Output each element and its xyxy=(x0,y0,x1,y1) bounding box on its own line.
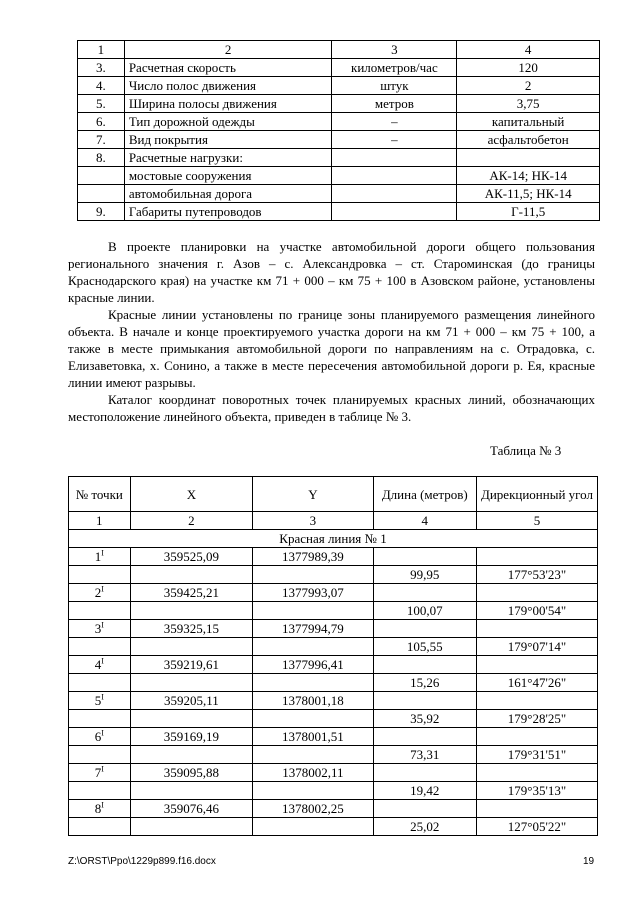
direction-angle: 179°07'14" xyxy=(476,638,597,656)
empty-cell xyxy=(373,764,476,782)
empty-cell xyxy=(69,566,131,584)
spec-cell: Расчетная скорость xyxy=(124,59,332,77)
point-number-superscript: I xyxy=(101,656,104,666)
point-number-text: 5 xyxy=(94,693,102,708)
empty-cell xyxy=(373,728,476,746)
point-number-text: 6 xyxy=(94,729,102,744)
spec-cell: 4. xyxy=(78,77,125,95)
spec-cell: 3. xyxy=(78,59,125,77)
y-coordinate: 1377989,39 xyxy=(253,548,373,566)
column-number: 5 xyxy=(476,512,597,530)
empty-cell xyxy=(476,656,597,674)
empty-cell xyxy=(69,602,131,620)
empty-cell xyxy=(130,638,253,656)
empty-cell xyxy=(476,728,597,746)
point-number-text: 7 xyxy=(94,765,102,780)
spec-cell: 6. xyxy=(78,113,125,131)
empty-cell xyxy=(130,782,253,800)
point-number-superscript: I xyxy=(101,764,104,774)
empty-cell xyxy=(476,548,597,566)
empty-cell xyxy=(476,620,597,638)
spec-cell: Расчетные нагрузки: xyxy=(124,149,332,167)
empty-cell xyxy=(130,602,253,620)
point-row xyxy=(69,620,598,638)
spec-row xyxy=(78,77,600,95)
spec-cell: – xyxy=(332,113,457,131)
spec-cell: капитальный xyxy=(457,113,600,131)
y-coordinate: 1378001,51 xyxy=(253,728,373,746)
empty-cell xyxy=(69,818,131,836)
empty-cell xyxy=(130,674,253,692)
empty-cell xyxy=(253,602,373,620)
paragraph: Красные линии установлены по границе зоны планируемого размещения линейного объекта. В начале и конце проектируемого участка дороги на км 71 + 000 – км 75 + 100, а также в месте примыкания автомобильной дороги по направлениям на с. Отрадовка, с. Елизаветовка, х. Сонино, а также в месте пересечения автомобильной дороги р. Ея, красные линии имеют разрывы. xyxy=(68,307,595,390)
empty-cell xyxy=(69,782,131,800)
header-cell: № точки xyxy=(69,477,131,512)
segment-length: 100,07 xyxy=(373,602,476,620)
spec-cell: автомобильная дорога xyxy=(124,185,332,203)
header-cell: 3 xyxy=(332,41,457,59)
segment-row xyxy=(69,710,598,728)
spec-cell: 120 xyxy=(457,59,600,77)
point-row xyxy=(69,656,598,674)
spec-cell: 9. xyxy=(78,203,125,221)
empty-cell xyxy=(253,746,373,764)
header-cell: 1 xyxy=(78,41,125,59)
point-number-superscript: I xyxy=(101,728,104,738)
x-coordinate: 359219,61 xyxy=(130,656,253,674)
coordinates-table xyxy=(68,476,598,836)
segment-length: 15,26 xyxy=(373,674,476,692)
direction-angle: 161°47'26" xyxy=(476,674,597,692)
page-number: 19 xyxy=(583,856,595,867)
point-number xyxy=(69,548,131,566)
spec-cell: асфальтобетон xyxy=(457,131,600,149)
point-number-text: 3 xyxy=(94,621,102,636)
spec-row xyxy=(78,59,600,77)
point-number-text: 8 xyxy=(94,801,102,816)
spec-cell xyxy=(78,167,125,185)
empty-cell xyxy=(253,710,373,728)
direction-angle: 179°28'25" xyxy=(476,710,597,728)
x-coordinate: 359425,21 xyxy=(130,584,253,602)
empty-cell xyxy=(253,674,373,692)
x-coordinate: 359076,46 xyxy=(130,800,253,818)
header-cell: 4 xyxy=(457,41,600,59)
spec-row xyxy=(78,203,600,221)
point-number xyxy=(69,620,131,638)
header-cell: X xyxy=(130,477,253,512)
spec-cell xyxy=(457,149,600,167)
direction-angle: 179°31'51" xyxy=(476,746,597,764)
coordinates-table-body xyxy=(69,548,598,836)
body-text xyxy=(68,238,595,425)
y-coordinate: 1377996,41 xyxy=(253,656,373,674)
spec-cell xyxy=(332,149,457,167)
segment-length: 35,92 xyxy=(373,710,476,728)
y-coordinate: 1377994,79 xyxy=(253,620,373,638)
point-number xyxy=(69,584,131,602)
point-row xyxy=(69,584,598,602)
spec-cell: Вид покрытия xyxy=(124,131,332,149)
column-number: 2 xyxy=(130,512,253,530)
direction-angle: 177°53'23" xyxy=(476,566,597,584)
spec-row xyxy=(78,167,600,185)
point-number xyxy=(69,764,131,782)
empty-cell xyxy=(373,656,476,674)
section-title: Красная линия № 1 xyxy=(69,530,598,548)
spec-cell: мостовые сооружения xyxy=(124,167,332,185)
header-cell: Длина (метров) xyxy=(373,477,476,512)
empty-cell xyxy=(476,800,597,818)
direction-angle: 179°35'13" xyxy=(476,782,597,800)
paragraph: Каталог координат поворотных точек планируемых красных линий, обозначающих местоположение линейного объекта, приведен в таблице № 3. xyxy=(68,392,595,424)
point-number-superscript: I xyxy=(101,620,104,630)
y-coordinate: 1377993,07 xyxy=(253,584,373,602)
direction-angle: 127°05'22" xyxy=(476,818,597,836)
road-parameters-table-body xyxy=(78,41,600,221)
spec-header-row xyxy=(78,41,600,59)
x-coordinate: 359205,11 xyxy=(130,692,253,710)
empty-cell xyxy=(253,566,373,584)
point-number-text: 4 xyxy=(94,657,102,672)
y-coordinate: 1378001,18 xyxy=(253,692,373,710)
x-coordinate: 359169,19 xyxy=(130,728,253,746)
x-coordinate: 359525,09 xyxy=(130,548,253,566)
empty-cell xyxy=(373,548,476,566)
empty-cell xyxy=(373,800,476,818)
segment-row xyxy=(69,638,598,656)
table-caption: Таблица № 3 xyxy=(490,443,562,458)
spec-cell: 2 xyxy=(457,77,600,95)
segment-length: 19,42 xyxy=(373,782,476,800)
spec-cell xyxy=(332,185,457,203)
spec-cell: Габариты путепроводов xyxy=(124,203,332,221)
y-coordinate: 1378002,25 xyxy=(253,800,373,818)
empty-cell xyxy=(373,584,476,602)
segment-row xyxy=(69,566,598,584)
spec-cell: АК-14; НК-14 xyxy=(457,167,600,185)
spec-cell: АК-11,5; НК-14 xyxy=(457,185,600,203)
empty-cell xyxy=(130,710,253,728)
empty-cell xyxy=(253,782,373,800)
empty-cell xyxy=(130,746,253,764)
point-number-superscript: I xyxy=(101,548,104,558)
empty-cell xyxy=(373,620,476,638)
direction-angle: 179°00'54" xyxy=(476,602,597,620)
segment-length: 99,95 xyxy=(373,566,476,584)
point-row xyxy=(69,800,598,818)
spec-cell xyxy=(332,203,457,221)
road-parameters-table xyxy=(77,40,600,221)
empty-cell xyxy=(476,584,597,602)
spec-cell: 7. xyxy=(78,131,125,149)
spec-cell: Ширина полосы движения xyxy=(124,95,332,113)
spec-row xyxy=(78,95,600,113)
empty-cell xyxy=(253,818,373,836)
column-number: 1 xyxy=(69,512,131,530)
empty-cell xyxy=(253,638,373,656)
point-number-superscript: I xyxy=(101,584,104,594)
point-number xyxy=(69,656,131,674)
point-row xyxy=(69,728,598,746)
spec-cell: 8. xyxy=(78,149,125,167)
empty-cell xyxy=(130,818,253,836)
spec-cell: 3,75 xyxy=(457,95,600,113)
spec-cell: километров/час xyxy=(332,59,457,77)
spec-cell: метров xyxy=(332,95,457,113)
point-number-text: 2 xyxy=(94,585,102,600)
x-coordinate: 359325,15 xyxy=(130,620,253,638)
empty-cell xyxy=(373,692,476,710)
spec-cell: Тип дорожной одежды xyxy=(124,113,332,131)
spec-row xyxy=(78,149,600,167)
spec-cell: 5. xyxy=(78,95,125,113)
point-row xyxy=(69,764,598,782)
column-number: 3 xyxy=(253,512,373,530)
point-row xyxy=(69,692,598,710)
spec-cell: штук xyxy=(332,77,457,95)
empty-cell xyxy=(476,764,597,782)
segment-row xyxy=(69,746,598,764)
empty-cell xyxy=(130,566,253,584)
point-number xyxy=(69,692,131,710)
footer-file-path: Z:\ORST\Ppo\1229p899.f16.docx xyxy=(68,856,216,867)
segment-row xyxy=(69,674,598,692)
column-number-row xyxy=(69,512,598,530)
spec-cell: Г-11,5 xyxy=(457,203,600,221)
empty-cell xyxy=(69,746,131,764)
column-number: 4 xyxy=(373,512,476,530)
y-coordinate: 1378002,11 xyxy=(253,764,373,782)
point-number xyxy=(69,728,131,746)
spec-row xyxy=(78,185,600,203)
coordinates-header-row xyxy=(69,477,598,512)
spec-row xyxy=(78,131,600,149)
header-cell: Дирекционный угол xyxy=(476,477,597,512)
point-number-superscript: I xyxy=(101,692,104,702)
header-cell: 2 xyxy=(124,41,332,59)
empty-cell xyxy=(476,692,597,710)
header-cell: Y xyxy=(253,477,373,512)
point-row xyxy=(69,548,598,566)
segment-row xyxy=(69,782,598,800)
point-number xyxy=(69,800,131,818)
spec-cell: – xyxy=(332,131,457,149)
paragraph: В проекте планировки на участке автомобильной дороги общего пользования регионального значения г. Азов – с. Александровка – ст. Староминская (до границы Краснодарского края) на участке км 71 + 000 – км 75 + 100 в Азовском районе, установлены красные линии. xyxy=(68,239,595,305)
spec-row xyxy=(78,113,600,131)
empty-cell xyxy=(69,710,131,728)
section-row xyxy=(69,530,598,548)
empty-cell xyxy=(69,638,131,656)
point-number-text: 1 xyxy=(94,549,102,564)
segment-length: 105,55 xyxy=(373,638,476,656)
spec-cell xyxy=(332,167,457,185)
segment-length: 73,31 xyxy=(373,746,476,764)
segment-length: 25,02 xyxy=(373,818,476,836)
segment-row xyxy=(69,818,598,836)
spec-cell xyxy=(78,185,125,203)
x-coordinate: 359095,88 xyxy=(130,764,253,782)
empty-cell xyxy=(69,674,131,692)
segment-row xyxy=(69,602,598,620)
point-number-superscript: I xyxy=(101,800,104,810)
spec-cell: Число полос движения xyxy=(124,77,332,95)
